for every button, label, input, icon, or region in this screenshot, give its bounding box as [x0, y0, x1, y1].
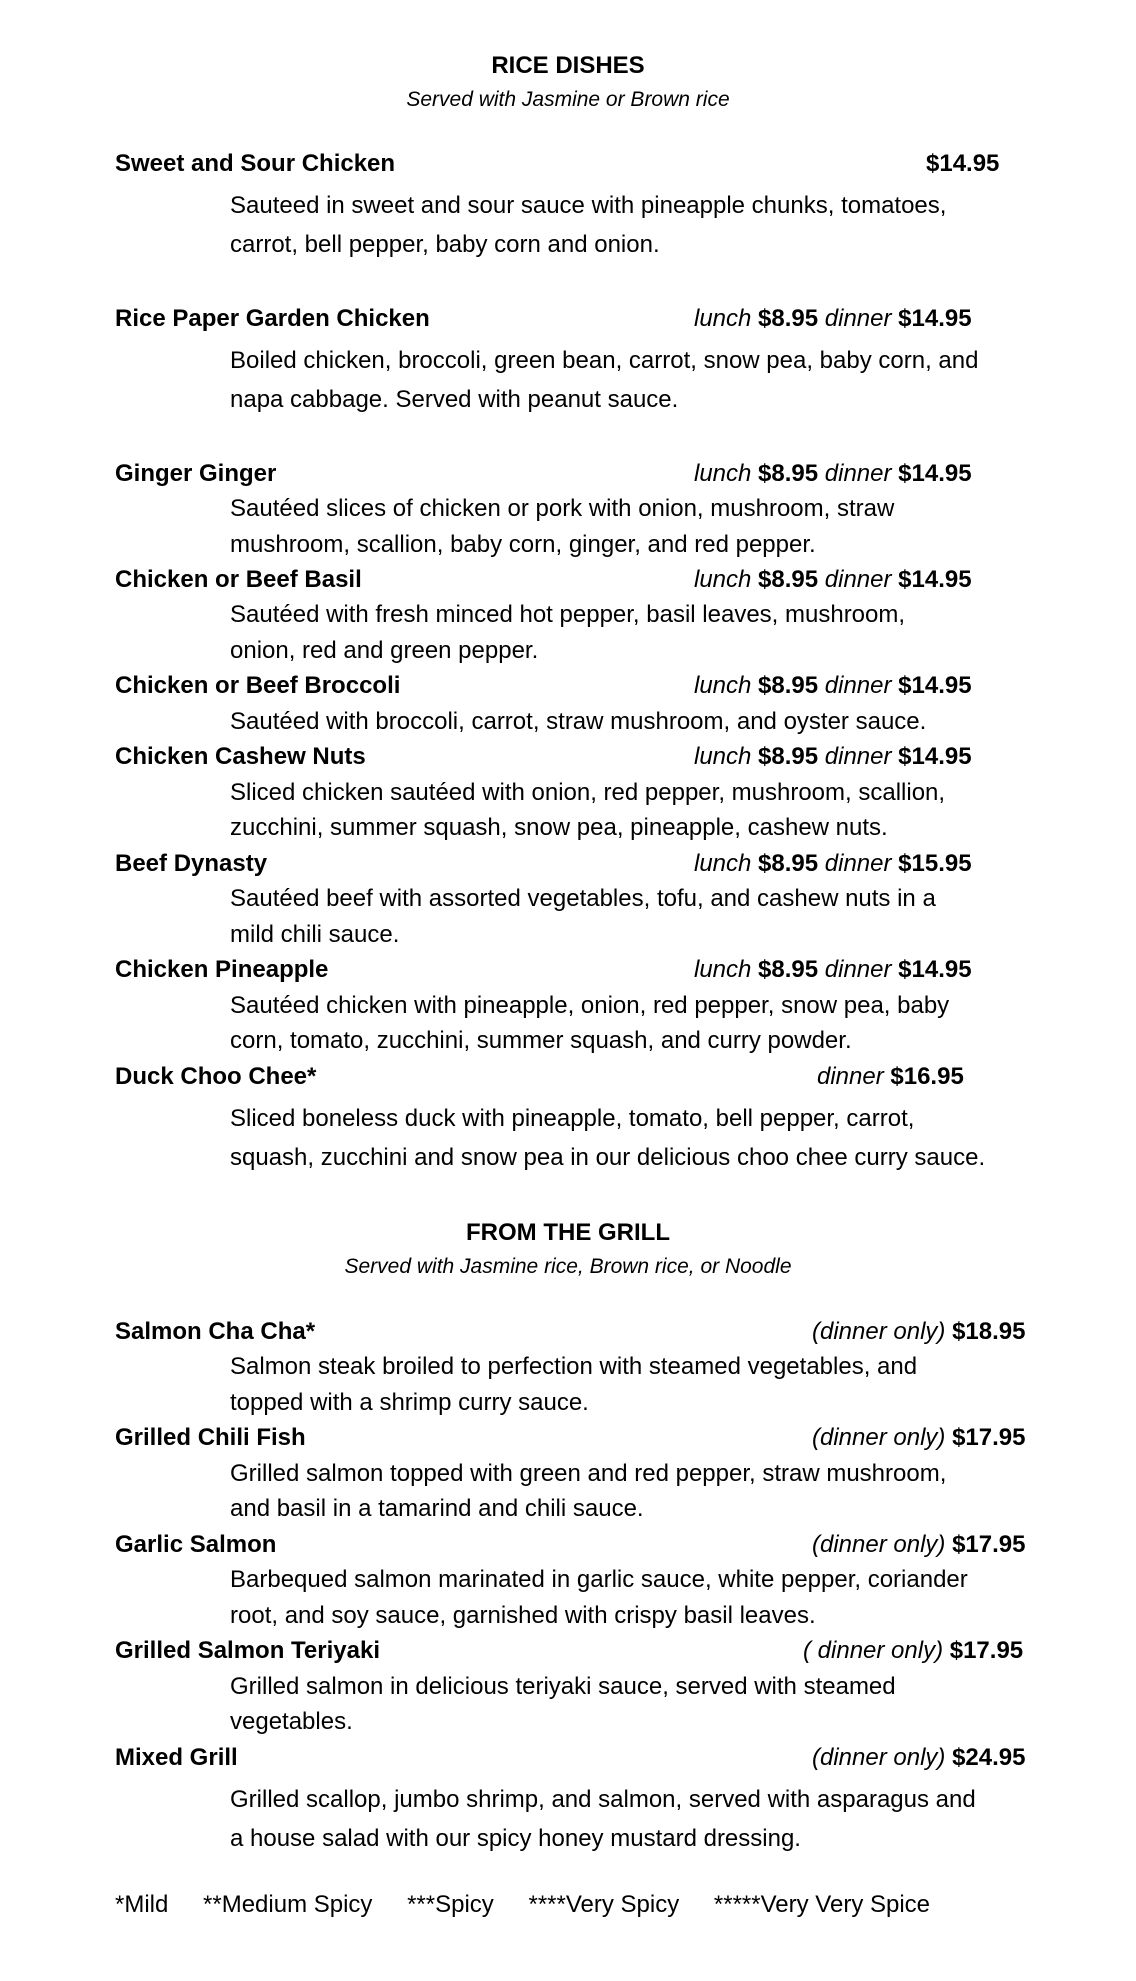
- menu-item-description: Sautéed with broccoli, carrot, straw mushroom, and oyster sauce.: [230, 708, 927, 735]
- menu-item-description: onion, red and green pepper.: [230, 637, 539, 664]
- menu-item-description: Sautéed chicken with pineapple, onion, red pepper, snow pea, baby: [230, 992, 950, 1019]
- menu-item-price: (dinner only) $17.95: [812, 1531, 1026, 1558]
- menu-item-price: (dinner only) $18.95: [812, 1318, 1026, 1345]
- grill-section-subtitle: Served with Jasmine rice, Brown rice, or Noodle: [344, 1255, 792, 1278]
- menu-item-description: napa cabbage. Served with peanut sauce.: [230, 386, 679, 413]
- menu-item-description: root, and soy sauce, garnished with crispy basil leaves.: [230, 1602, 816, 1629]
- spice-level-very-spicy: ****Very Spicy: [528, 1891, 680, 1918]
- grill-section-title: FROM THE GRILL: [466, 1219, 670, 1246]
- spice-level-very-very: *****Very Very Spice: [713, 1891, 931, 1918]
- menu-item-description: zucchini, summer squash, snow pea, pineapple, cashew nuts.: [230, 814, 888, 841]
- menu-item-price: dinner $16.95: [817, 1063, 964, 1090]
- menu-item-description: carrot, bell pepper, baby corn and onion.: [230, 231, 660, 258]
- menu-item-description: Sauteed in sweet and sour sauce with pineapple chunks, tomatoes,: [230, 192, 947, 219]
- menu-item-description: Sautéed with fresh minced hot pepper, basil leaves, mushroom,: [230, 601, 906, 628]
- menu-item-description: Sautéed beef with assorted vegetables, tofu, and cashew nuts in a: [230, 885, 936, 912]
- menu-item-description: vegetables.: [230, 1708, 353, 1735]
- rice-section-subtitle: Served with Jasmine or Brown rice: [406, 88, 730, 111]
- menu-item-description: Grilled scallop, jumbo shrimp, and salmon, served with asparagus and: [230, 1786, 976, 1813]
- menu-item-price: lunch $8.95 dinner $15.95: [694, 850, 972, 877]
- menu-item-price: $14.95: [926, 150, 1000, 177]
- menu-item-name: Mixed Grill: [115, 1744, 238, 1771]
- menu-item-description: a house salad with our spicy honey mustard dressing.: [230, 1825, 801, 1852]
- menu-item-name: Rice Paper Garden Chicken: [115, 305, 430, 332]
- menu-item-description: Sliced chicken sautéed with onion, red pepper, mushroom, scallion,: [230, 779, 946, 806]
- menu-item-price: lunch $8.95 dinner $14.95: [694, 305, 972, 332]
- menu-item-description: squash, zucchini and snow pea in our delicious choo chee curry sauce.: [230, 1144, 986, 1171]
- menu-item-name: Beef Dynasty: [115, 850, 268, 877]
- menu-item-description: Sautéed slices of chicken or pork with onion, mushroom, straw: [230, 495, 895, 522]
- menu-item-price: (dinner only) $24.95: [812, 1744, 1026, 1771]
- menu-item-name: Garlic Salmon: [115, 1531, 277, 1558]
- menu-item-description: and basil in a tamarind and chili sauce.: [230, 1495, 644, 1522]
- menu-item-name: Chicken Pineapple: [115, 956, 329, 983]
- spice-level-mild: *Mild: [115, 1891, 169, 1918]
- menu-item-name: Salmon Cha Cha*: [115, 1318, 316, 1345]
- menu-item-price: lunch $8.95 dinner $14.95: [694, 460, 972, 487]
- spice-level-spicy: ***Spicy: [407, 1891, 494, 1918]
- menu-item-price: ( dinner only) $17.95: [803, 1637, 1024, 1664]
- menu-item-price: lunch $8.95 dinner $14.95: [694, 672, 972, 699]
- menu-item-name: Grilled Chili Fish: [115, 1424, 306, 1451]
- menu-item-name: Ginger Ginger: [115, 460, 277, 487]
- spice-level-medium: **Medium Spicy: [203, 1891, 373, 1918]
- menu-item-description: topped with a shrimp curry sauce.: [230, 1389, 589, 1416]
- menu-item-description: Salmon steak broiled to perfection with steamed vegetables, and: [230, 1353, 918, 1380]
- rice-section-title: RICE DISHES: [491, 52, 645, 79]
- menu-item-description: Boiled chicken, broccoli, green bean, carrot, snow pea, baby corn, and: [230, 347, 979, 374]
- menu-item-description: Grilled salmon in delicious teriyaki sauce, served with steamed: [230, 1673, 896, 1700]
- menu-item-name: Grilled Salmon Teriyaki: [115, 1637, 380, 1664]
- menu-item-price: lunch $8.95 dinner $14.95: [694, 956, 972, 983]
- menu-item-name: Sweet and Sour Chicken: [115, 150, 396, 177]
- menu-item-description: Sliced boneless duck with pineapple, tomato, bell pepper, carrot,: [230, 1105, 915, 1132]
- menu-item-description: Barbequed salmon marinated in garlic sauce, white pepper, coriander: [230, 1566, 968, 1593]
- menu-item-description: mushroom, scallion, baby corn, ginger, and red pepper.: [230, 531, 816, 558]
- menu-item-name: Chicken or Beef Basil: [115, 566, 362, 593]
- menu-item-description: mild chili sauce.: [230, 921, 400, 948]
- menu-item-price: (dinner only) $17.95: [812, 1424, 1026, 1451]
- menu-item-price: lunch $8.95 dinner $14.95: [694, 743, 972, 770]
- menu-item-name: Chicken or Beef Broccoli: [115, 672, 401, 699]
- menu-item-name: Duck Choo Chee*: [115, 1063, 317, 1090]
- menu-item-price: lunch $8.95 dinner $14.95: [694, 566, 972, 593]
- menu-item-description: corn, tomato, zucchini, summer squash, and curry powder.: [230, 1027, 852, 1054]
- menu-item-name: Chicken Cashew Nuts: [115, 743, 366, 770]
- menu-item-description: Grilled salmon topped with green and red pepper, straw mushroom,: [230, 1460, 947, 1487]
- spice-legend: [115, 1891, 958, 1919]
